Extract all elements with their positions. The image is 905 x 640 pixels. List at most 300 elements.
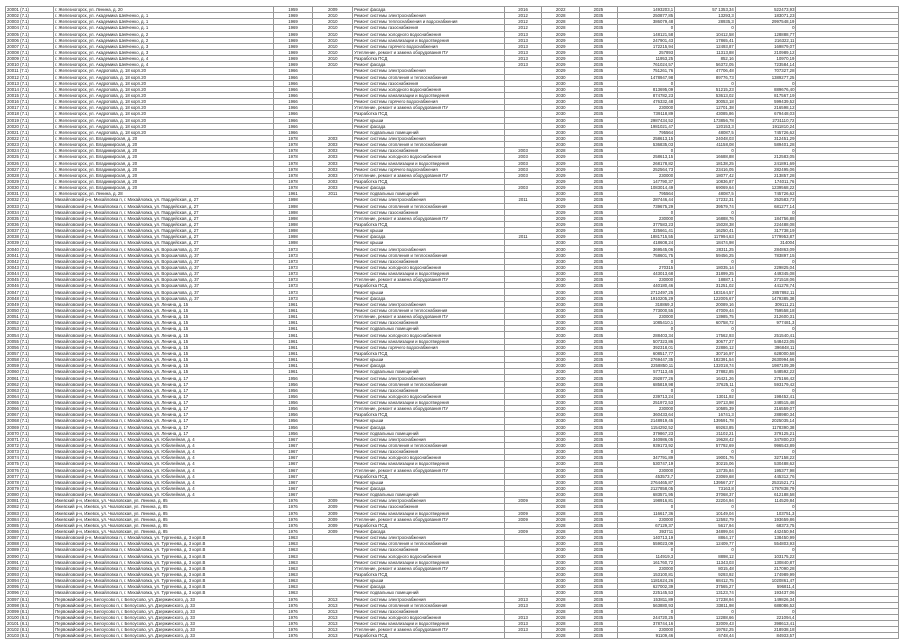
cell-work-type: Ремонт системы отопления и теплоснабжения: [353, 74, 505, 80]
cell-row-id: 20088 (7.1): [6, 541, 54, 547]
cell-build-year: 1956: [273, 381, 313, 387]
cell-build-year: 1976: [273, 608, 313, 614]
cell-balance: 138450,99: [735, 535, 796, 541]
cell-plan-year: 2028: [542, 621, 580, 627]
cell-address: Михайловский р-н, Михайловка п, г. Михайловка, ул. Ленина, д. 17: [54, 400, 274, 406]
cell-address: Михайловский р-н, Михайловка п, г. Михайловка, ул. Юбилейная, д. 4: [54, 442, 274, 448]
cell-last-repair-year: 2009: [313, 7, 353, 13]
cell-work-type: Ремонт системы холодного водоснабжения: [353, 86, 505, 92]
cell-work-type: Утепление, ремонт и замена оборудования ПУ: [353, 49, 505, 55]
cell-end-year: 2035: [580, 258, 618, 264]
cell-build-year: 1976: [273, 633, 313, 639]
cell-end-year: 2035: [580, 338, 618, 344]
cell-address: г. Железногорск, ул. Владимирская, д. 20: [54, 142, 274, 148]
cell-address: г. Железногорск, ул. Андропова, д. 18 корп.20: [54, 99, 274, 105]
cell-plan-year: 2029: [542, 166, 580, 172]
cell-cost: 0: [617, 148, 675, 154]
cell-end-year: 2035: [580, 234, 618, 240]
cell-plan-year: 2030: [542, 467, 580, 473]
cell-balance: 396848,11: [735, 344, 796, 350]
cell-cost: 116617,36: [617, 510, 675, 516]
cell-balance: 275166,42: [735, 375, 796, 381]
cell-contribution: 0: [675, 148, 736, 154]
cell-end-year: 2035: [580, 467, 618, 473]
cell-end-year: 2035: [580, 135, 618, 141]
cell-last-repair-year: 2010: [313, 62, 353, 68]
cell-plan-year: 2030: [542, 455, 580, 461]
cell-plan-year: 2030: [542, 135, 580, 141]
cell-cost: 627002,39: [617, 584, 675, 590]
cell-end-year: 2035: [580, 301, 618, 307]
cell-cost: 1910205,29: [617, 295, 675, 301]
cell-end-year: 2035: [580, 31, 618, 37]
cell-work-type: Ремонт системы газоснабжения: [353, 258, 505, 264]
cell-row-id: 20033 (7.1): [6, 203, 54, 209]
cell-row-id: 20005 (7.1): [6, 31, 54, 37]
cell-work-type: Ремонт системы электроснабжения: [353, 197, 505, 203]
cell-last-repair-year: 2010: [313, 19, 353, 25]
cell-address: г. Железногорск, ул. Владимирская, д. 20: [54, 185, 274, 191]
cell-work-type: Ремонт системы отопления и теплоснабжения: [353, 142, 505, 148]
cell-row-id: 20100 (8.1): [6, 614, 54, 620]
cell-build-year: 1961: [273, 338, 313, 344]
cell-cost: 67129,37: [617, 522, 675, 528]
cell-contribution: 18887,1: [675, 277, 736, 283]
cell-contribution: 139591,78: [675, 418, 736, 424]
cell-work-type: Утепление, ремонт и замена оборудования ПУ: [353, 314, 505, 320]
cell-plan-year: 2030: [542, 541, 580, 547]
cell-plan-year: 2029: [542, 62, 580, 68]
cell-cost: 0: [617, 25, 675, 31]
cell-prev-year: 2013: [504, 602, 542, 608]
cell-balance: 707327,28: [735, 68, 796, 74]
cell-row-id: 20045 (7.1): [6, 277, 54, 283]
cell-contribution: 117994,63: [675, 234, 736, 240]
cell-contribution: 43085,86: [675, 111, 736, 117]
cell-row-id: 20019 (7.1): [6, 117, 54, 123]
cell-end-year: 2035: [580, 332, 618, 338]
cell-prev-year: 2003: [504, 154, 542, 160]
cell-address: Михайловский р-н, Михайловка п, г. Михайловка, ул. Тургенева, д. 3 корп.В: [54, 559, 274, 565]
cell-plan-year: 2030: [542, 357, 580, 363]
cell-row-id: 20035 (7.1): [6, 215, 54, 221]
cell-row-id: 20091 (7.1): [6, 559, 54, 565]
cell-work-type: Ремонт системы канализации и водоотведения: [353, 510, 505, 516]
cell-row-id: 20075 (7.1): [6, 461, 54, 467]
cell-row-id: 20082 (7.1): [6, 504, 54, 510]
cell-contribution: 852,16: [675, 56, 736, 62]
cell-end-year: 2035: [580, 271, 618, 277]
cell-contribution: 57 1353,34: [675, 7, 736, 13]
cell-end-year: 2035: [580, 221, 618, 227]
cell-cost: 761024,57: [617, 62, 675, 68]
cell-plan-year: 2029: [542, 228, 580, 234]
cell-row-id: 20081 (7.1): [6, 498, 54, 504]
cell-balance: 2731110,72: [735, 117, 796, 123]
cell-address: Первомайский р-н, Белоусово п, г. Белоусово, ул. Дзержинского, д. 33: [54, 627, 274, 633]
cell-row-id: 20012 (7.1): [6, 74, 54, 80]
cell-build-year: 1976: [273, 621, 313, 627]
cell-contribution: 37565,27: [675, 584, 736, 590]
cell-build-year: 1978: [273, 160, 313, 166]
cell-prev-year: 2013: [504, 621, 542, 627]
cell-end-year: 2035: [580, 228, 618, 234]
cell-row-id: 20028 (7.1): [6, 172, 54, 178]
cell-cost: 1981021,47: [617, 123, 675, 129]
cell-work-type: Ремонт системы канализации и водоотведения: [353, 338, 505, 344]
cell-balance: 379125,21: [735, 430, 796, 436]
cell-balance: 0: [735, 80, 796, 86]
cell-contribution: 60758,72: [675, 320, 736, 326]
cell-address: г. Железногорск, ул. Владимирская, д. 20: [54, 135, 274, 141]
cell-plan-year: 2030: [542, 430, 580, 436]
cell-cost: 874782,23: [617, 92, 675, 98]
cell-balance: 1797838,79: [735, 485, 796, 491]
cell-plan-year: 2030: [542, 283, 580, 289]
cell-last-repair-year: 2003: [313, 148, 353, 154]
cell-address: Первомайский р-н, Белоусово п, г. Белоусово, ул. Дзержинского, д. 33: [54, 596, 274, 602]
cell-plan-year: 2029: [542, 37, 580, 43]
cell-cost: 0: [617, 80, 675, 86]
cell-build-year: 1976: [273, 614, 313, 620]
cell-end-year: 2035: [580, 111, 618, 117]
cell-balance: 130840,87: [735, 559, 796, 565]
cell-end-year: 2035: [580, 608, 618, 614]
cell-prev-year: 2013: [504, 49, 542, 55]
cell-plan-year: 2030: [542, 74, 580, 80]
cell-address: г. Железногорск, ул. Владимирская, д. 20: [54, 148, 274, 154]
cell-plan-year: 2030: [542, 314, 580, 320]
cell-build-year: 1959: [273, 7, 313, 13]
cell-row-id: 20018 (7.1): [6, 111, 54, 117]
cell-balance: 977481,3: [735, 320, 796, 326]
cell-work-type: Ремонт фасада: [353, 424, 505, 430]
cell-last-repair-year: 2013: [313, 602, 353, 608]
cell-row-id: 20085 (7.1): [6, 522, 54, 528]
cell-work-type: Ремонт подвальных помещений: [353, 369, 505, 375]
cell-address: Ижевский р-н, Ижевск, ул. Чкаловская, ул. Ленина, д. 85: [54, 510, 274, 516]
cell-work-type: Ремонт системы отопления и теплоснабжения: [353, 203, 505, 209]
cell-address: Михайловский р-н, Михайловка п, г. Михайловка, ул. Ленина, д. 15: [54, 326, 274, 332]
cell-cost: 0: [617, 326, 675, 332]
cell-cost: 0: [617, 209, 675, 215]
cell-build-year: 1998: [273, 197, 313, 203]
cell-contribution: 19713,98: [675, 400, 736, 406]
cell-build-year: 1973: [273, 295, 313, 301]
cell-build-year: 1966: [273, 99, 313, 105]
cell-plan-year: 2029: [542, 56, 580, 62]
cell-row-id: 20073 (7.1): [6, 449, 54, 455]
cell-work-type: Ремонт системы канализации и водоотведения: [353, 160, 505, 166]
cell-build-year: 1969: [273, 19, 313, 25]
cell-row-id: 20084 (7.1): [6, 516, 54, 522]
cell-contribution: 13985,75: [675, 314, 736, 320]
cell-last-repair-year: 2013: [313, 633, 353, 639]
cell-row-id: 20026 (7.1): [6, 160, 54, 166]
cell-cost: 1881715,55: [617, 234, 675, 240]
cell-balance: 681277,14: [735, 203, 796, 209]
cell-row-id: 20021 (7.1): [6, 129, 54, 135]
cell-plan-year: 2030: [542, 320, 580, 326]
cell-balance: 612188,58: [735, 492, 796, 498]
cell-cost: 369545,06: [617, 246, 675, 252]
cell-cost: 153811,89: [617, 596, 675, 602]
cell-build-year: 1961: [273, 191, 313, 197]
cell-row-id: 20050 (7.1): [6, 307, 54, 313]
cell-row-id: 20024 (7.1): [6, 148, 54, 154]
cell-balance: 745726,62: [735, 129, 796, 135]
cell-end-year: 2035: [580, 295, 618, 301]
cell-plan-year: 2030: [542, 479, 580, 485]
cell-address: Михайловский р-н, Михайловка п, г. Михайловка, ул. Ленина, д. 15: [54, 301, 274, 307]
cell-work-type: Разработка ПСД: [353, 56, 505, 62]
cell-address: Михайловский р-н, Михайловка п, г. Михайловка, ул. Тургенева, д. 3 корп.В: [54, 584, 274, 590]
cell-cost: 418608,24: [617, 240, 675, 246]
cell-contribution: 30677,27: [675, 338, 736, 344]
cell-end-year: 2035: [580, 516, 618, 522]
cell-cost: 91109,46: [617, 633, 675, 639]
cell-row-id: 20086 (7.1): [6, 528, 54, 534]
cell-address: г. Железногорск, ул. Андропова, д. 18 корп.20: [54, 117, 274, 123]
cell-address: Михайловский р-н, Михайловка п, г. Михайловка, ул. Юбилейная, д. 4: [54, 473, 274, 479]
cell-row-id: 20010 (7.1): [6, 62, 54, 68]
cell-build-year: 1956: [273, 375, 313, 381]
cell-cost: 773000,55: [617, 307, 675, 313]
cell-contribution: 173856,78: [675, 117, 736, 123]
cell-cost: 608517,77: [617, 350, 675, 356]
cell-contribution: 69263,85: [675, 424, 736, 430]
cell-build-year: 1966: [273, 117, 313, 123]
cell-contribution: 13293,3: [675, 13, 736, 19]
cell-cost: 230000: [617, 172, 675, 178]
cell-cost: 563880,93: [617, 602, 675, 608]
cell-row-id: 20056 (7.1): [6, 344, 54, 350]
cell-contribution: 32009,43: [675, 621, 736, 627]
cell-plan-year: 2028: [542, 516, 580, 522]
cell-end-year: 2035: [580, 535, 618, 541]
cell-work-type: Ремонт системы электроснабжения: [353, 596, 505, 602]
cell-balance: 347800,23: [735, 436, 796, 442]
cell-plan-year: 2030: [542, 240, 580, 246]
cell-contribution: 51215,23: [675, 86, 736, 92]
cell-balance: 248515,48: [735, 400, 796, 406]
cell-prev-year: 2013: [504, 56, 542, 62]
cell-balance: 0: [735, 326, 796, 332]
cell-end-year: 2035: [580, 479, 618, 485]
cell-cost: 377583,23: [617, 221, 675, 227]
cell-balance: 174989,99: [735, 571, 796, 577]
cell-balance: 0: [735, 209, 796, 215]
cell-balance: 0: [735, 608, 796, 614]
cell-build-year: 1969: [273, 37, 313, 43]
cell-contribution: 17562,93: [675, 332, 736, 338]
cell-end-year: 2035: [580, 289, 618, 295]
cell-contribution: 30215,06: [675, 461, 736, 467]
cell-cost: 683571,95: [617, 492, 675, 498]
cell-address: г. Железногорск, ул. Ленина, д. 20: [54, 7, 274, 13]
cell-balance: 212583,05: [735, 154, 796, 160]
cell-plan-year: 2030: [542, 473, 580, 479]
cell-build-year: 1966: [273, 92, 313, 98]
cell-balance: 216598,12: [735, 105, 796, 111]
cell-row-id: 20074 (7.1): [6, 455, 54, 461]
cell-build-year: 1966: [273, 129, 313, 135]
cell-work-type: Ремонт системы газоснабжения: [353, 504, 505, 510]
cell-row-id: 20038 (7.1): [6, 234, 54, 240]
cell-contribution: 0: [675, 326, 736, 332]
cell-cost: 0: [617, 547, 675, 553]
cell-address: Михайловский р-н, Михайловка п, г. Михайловка, ул. Гвардейская, д. 27: [54, 221, 274, 227]
cell-balance: 2025035,14: [735, 418, 796, 424]
cell-row-id: 20042 (7.1): [6, 258, 54, 264]
cell-work-type: Утепление, ремонт и замена оборудования ПУ: [353, 277, 505, 283]
cell-end-year: 2035: [580, 62, 618, 68]
cell-plan-year: 2028: [542, 148, 580, 154]
cell-last-repair-year: 2013: [313, 614, 353, 620]
cell-row-id: 20004 (7.1): [6, 25, 54, 31]
cell-row-id: 20065 (7.1): [6, 400, 54, 406]
cell-build-year: 1998: [273, 240, 313, 246]
cell-cost: 577113,45: [617, 369, 675, 375]
cell-row-id: 20068 (7.1): [6, 418, 54, 424]
cell-row-id: 20092 (7.1): [6, 565, 54, 571]
cell-address: Михайловский р-н, Михайловка п, г. Михайловка, ул. Тургенева, д. 3 корп.В: [54, 578, 274, 584]
cell-cost: 393711: [617, 528, 675, 534]
cell-end-year: 2035: [580, 252, 618, 258]
cell-contribution: 21102,21: [675, 430, 736, 436]
cell-row-id: 20020 (7.1): [6, 123, 54, 129]
cell-cost: 230000: [617, 105, 675, 111]
cell-work-type: Ремонт системы газоснабжения: [353, 387, 505, 393]
cell-last-repair-year: 2003: [313, 185, 353, 191]
cell-address: Михайловский р-н, Михайловка п, г. Михайловка, ул. Ленина, д. 17: [54, 412, 274, 418]
cell-row-id: 20078 (7.1): [6, 479, 54, 485]
cell-work-type: Ремонт системы холодного водоснабжения: [353, 393, 505, 399]
cell-contribution: 132018,74: [675, 363, 736, 369]
cell-work-type: Утепление, ремонт и замена оборудования ПУ: [353, 406, 505, 412]
cell-balance: 1389277,25: [735, 74, 796, 80]
cell-contribution: 16421,26: [675, 375, 736, 381]
cell-contribution: 12701,38: [675, 105, 736, 111]
cell-plan-year: 2030: [542, 369, 580, 375]
cell-work-type: Ремонт системы электроснабжения: [353, 246, 505, 252]
cell-build-year: 1963: [273, 559, 313, 565]
cell-prev-year: 2003: [504, 172, 542, 178]
cell-work-type: Ремонт системы газоснабжения: [353, 547, 505, 553]
cell-build-year: 1966: [273, 86, 313, 92]
cell-build-year: 1976: [273, 627, 313, 633]
cell-end-year: 2035: [580, 375, 618, 381]
cell-work-type: Ремонт системы электроснабжения: [353, 301, 505, 307]
cell-end-year: 2035: [580, 74, 618, 80]
cell-row-id: 20071 (7.1): [6, 436, 54, 442]
cell-row-id: 20047 (7.1): [6, 289, 54, 295]
cell-build-year: 1978: [273, 166, 313, 172]
cell-contribution: 37068,37: [675, 492, 736, 498]
cell-balance: 548592,22: [735, 369, 796, 375]
cell-work-type: Ремонт системы электроснабжения: [353, 135, 505, 141]
cell-build-year: 1961: [273, 344, 313, 350]
cell-plan-year: 2030: [542, 350, 580, 356]
cell-row-id: 20101 (8.1): [6, 621, 54, 627]
cell-work-type: Ремонт крыши: [353, 578, 505, 584]
cell-end-year: 2035: [580, 393, 618, 399]
cell-row-id: 20043 (7.1): [6, 264, 54, 270]
cell-work-type: Утепление, ремонт и замена оборудования ПУ: [353, 565, 505, 571]
cell-end-year: 2035: [580, 565, 618, 571]
cell-end-year: 2035: [580, 369, 618, 375]
cell-contribution: 0: [675, 608, 736, 614]
cell-work-type: Ремонт крыши: [353, 357, 505, 363]
cell-plan-year: 2030: [542, 258, 580, 264]
cell-build-year: 1998: [273, 215, 313, 221]
cell-cost: 247901,43: [617, 37, 675, 43]
cell-cost: 251972,53: [617, 400, 675, 406]
cell-cost: 378744,16: [617, 621, 675, 627]
cell-work-type: Ремонт системы канализации и водоотведения: [353, 400, 505, 406]
cell-build-year: 1976: [273, 510, 313, 516]
cell-contribution: 13011,92: [675, 393, 736, 399]
cell-build-year: 1961: [273, 320, 313, 326]
cell-end-year: 2035: [580, 92, 618, 98]
cell-cost: 1154292,52: [617, 424, 675, 430]
cell-balance: 548423,05: [735, 338, 796, 344]
cell-contribution: 28935,3: [675, 19, 736, 25]
cell-address: г. Железногорск, ул. Академика Шевченко, д. 1: [54, 19, 274, 25]
cell-row-id: 20061 (7.1): [6, 375, 54, 381]
cell-balance: 522473,93: [735, 7, 796, 13]
cell-plan-year: 2030: [542, 246, 580, 252]
cell-balance: 216322,11: [735, 37, 796, 43]
cell-end-year: 2035: [580, 406, 618, 412]
cell-balance: 1020861,47: [735, 578, 796, 584]
cell-build-year: 1973: [273, 258, 313, 264]
cell-address: г. Железногорск, ул. Андропова, д. 18 корп.20: [54, 129, 274, 135]
cell-plan-year: 2030: [542, 400, 580, 406]
cell-contribution: 12592,79: [675, 516, 736, 522]
cell-work-type: Ремонт фасада: [353, 485, 505, 491]
cell-cost: 230000: [617, 277, 675, 283]
cell-cost: 1083014,49: [617, 185, 675, 191]
cell-row-id: 20006 (7.1): [6, 37, 54, 43]
cell-cost: 386079,48: [617, 19, 675, 25]
cell-plan-year: 2028: [542, 510, 580, 516]
cell-prev-year: 2009: [504, 510, 542, 516]
cell-plan-year: 2030: [542, 363, 580, 369]
cell-contribution: 30053,18: [675, 99, 736, 105]
cell-plan-year: 2030: [542, 387, 580, 393]
cell-prev-year: 2012: [504, 19, 542, 25]
cell-work-type: Ремонт крыши: [353, 117, 505, 123]
cell-cost: 536835,03: [617, 142, 675, 148]
cell-address: Михайловский р-н, Михайловка п, г. Михайловка, ул. Ворошилова, д. 37: [54, 252, 274, 258]
cell-plan-year: 2028: [542, 627, 580, 633]
cell-address: Михайловский р-н, Михайловка п, г. Михайловка, ул. Гвардейская, д. 27: [54, 234, 274, 240]
cell-prev-year: 2016: [504, 7, 542, 13]
cell-plan-year: 2030: [542, 590, 580, 596]
cell-balance: 0: [735, 258, 796, 264]
cell-work-type: Ремонт системы электроснабжения: [353, 498, 505, 504]
cell-build-year: 1973: [273, 246, 313, 252]
cell-address: Ижевский р-н, Ижевск, ул. Чкаловская, ул. Ленина, д. 85: [54, 504, 274, 510]
cell-address: Михайловский р-н, Михайловка п, г. Михайловка, ул. Юбилейная, д. 4: [54, 449, 274, 455]
cell-cost: 230000: [617, 406, 675, 412]
cell-end-year: 2035: [580, 68, 618, 74]
cell-end-year: 2035: [580, 283, 618, 289]
cell-work-type: Ремонт системы канализации и водоотведения: [353, 461, 505, 467]
cell-contribution: 120153,3: [675, 123, 736, 129]
cell-build-year: 1967: [273, 455, 313, 461]
